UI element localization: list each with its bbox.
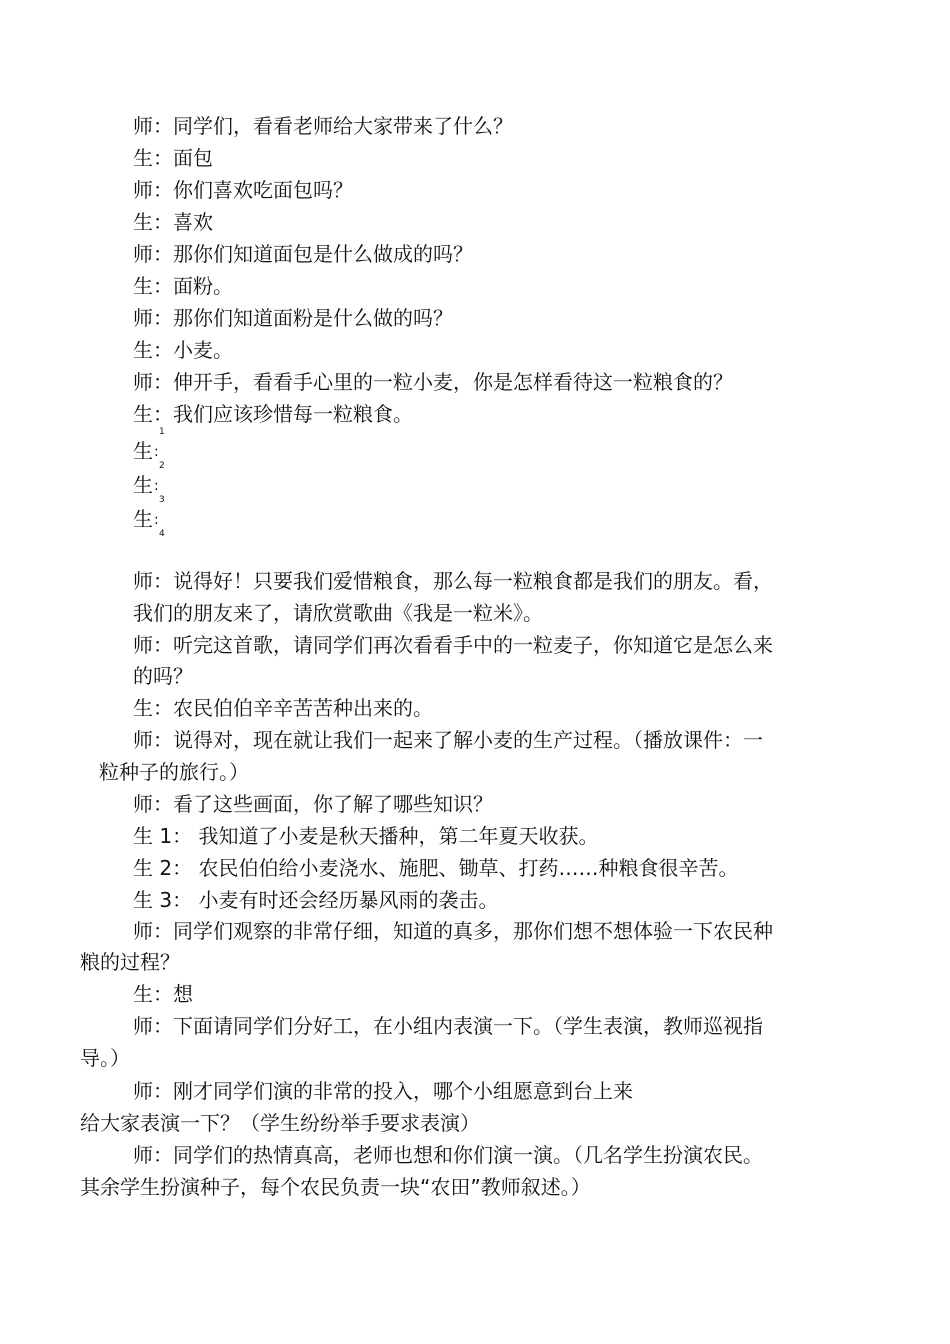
student-sep: : xyxy=(154,444,159,460)
dialogue-line: 师：同学们，看看老师给大家带来了什么？ xyxy=(133,114,513,138)
dialogue-line: 生：面包 xyxy=(133,146,213,170)
body-line: 师：说得好！只要我们爱惜粮食，那么每一粒粮食都是我们的朋友。看， xyxy=(133,569,773,593)
student-label: 生 xyxy=(133,507,153,531)
student-number: 4 xyxy=(159,529,165,539)
body-line: 我们的朋友来了，请欣赏歌曲《我是一粒米》。 xyxy=(133,601,543,625)
body-line: 生：农民伯伯辛辛苦苦种出来的。 xyxy=(133,696,433,720)
dialogue-line: 师：你们喜欢吃面包吗？ xyxy=(133,178,353,202)
body-line: 师：看了这些画面，你了解了哪些知识？ xyxy=(133,792,493,816)
body-line: 师：同学们的热情真高，老师也想和你们演一演。（几名学生扮演农民。 xyxy=(133,1143,763,1167)
body-line: 导。） xyxy=(80,1046,130,1070)
body-line: 生 3： 小麦有时还会经历暴风雨的袭击。 xyxy=(133,888,499,912)
body-line: 师：刚才同学们演的非常的投入，哪个小组愿意到台上来 xyxy=(133,1079,633,1103)
body-line: 的吗？ xyxy=(133,664,193,688)
dialogue-line: 生：面粉。 xyxy=(133,274,233,298)
student-number: 3 xyxy=(159,495,165,505)
student-label: 生 xyxy=(133,439,153,463)
body-line: 师：听完这首歌，请同学们再次看看手中的一粒麦子，你知道它是怎么来 xyxy=(133,633,773,657)
body-line: 生 2： 农民伯伯给小麦浇水、施肥、锄草、打药……种粮食很辛苦。 xyxy=(133,856,739,880)
student-number: 2 xyxy=(159,461,165,471)
body-line: 其余学生扮演种子，每个农民负责一块“农田”教师叙述。） xyxy=(80,1175,591,1199)
dialogue-line: 生：喜欢 xyxy=(133,210,213,234)
body-line: 师：下面请同学们分好工，在小组内表演一下。（学生表演，教师巡视指 xyxy=(133,1014,763,1038)
student-label: 生 xyxy=(133,473,153,497)
student-number: 1 xyxy=(159,427,165,437)
dialogue-line: 生：我们应该珍惜每一粒粮食。 xyxy=(133,402,413,426)
student-sep: : xyxy=(154,478,159,494)
body-line: 生 1： 我知道了小麦是秋天播种，第二年夏天收获。 xyxy=(133,824,599,848)
body-line: 生：想 xyxy=(133,982,193,1006)
body-line: 师：同学们观察的非常仔细，知道的真多，那你们想不想体验一下农民种 xyxy=(133,919,773,943)
body-line: 给大家表演一下？（学生纷纷举手要求表演） xyxy=(80,1111,480,1135)
student-sep: : xyxy=(154,512,159,528)
dialogue-line: 师：那你们知道面粉是什么做的吗？ xyxy=(133,306,453,330)
body-line: 粮的过程？ xyxy=(80,950,180,974)
dialogue-line: 师：那你们知道面包是什么做成的吗？ xyxy=(133,242,473,266)
body-line: 粒种子的旅行。） xyxy=(99,760,249,784)
dialogue-line: 生：小麦。 xyxy=(133,338,233,362)
body-line: 师：说得对，现在就让我们一起来了解小麦的生产过程。（播放课件：一 xyxy=(133,728,763,752)
dialogue-line: 师：伸开手，看看手心里的一粒小麦，你是怎样看待这一粒粮食的？ xyxy=(133,370,733,394)
